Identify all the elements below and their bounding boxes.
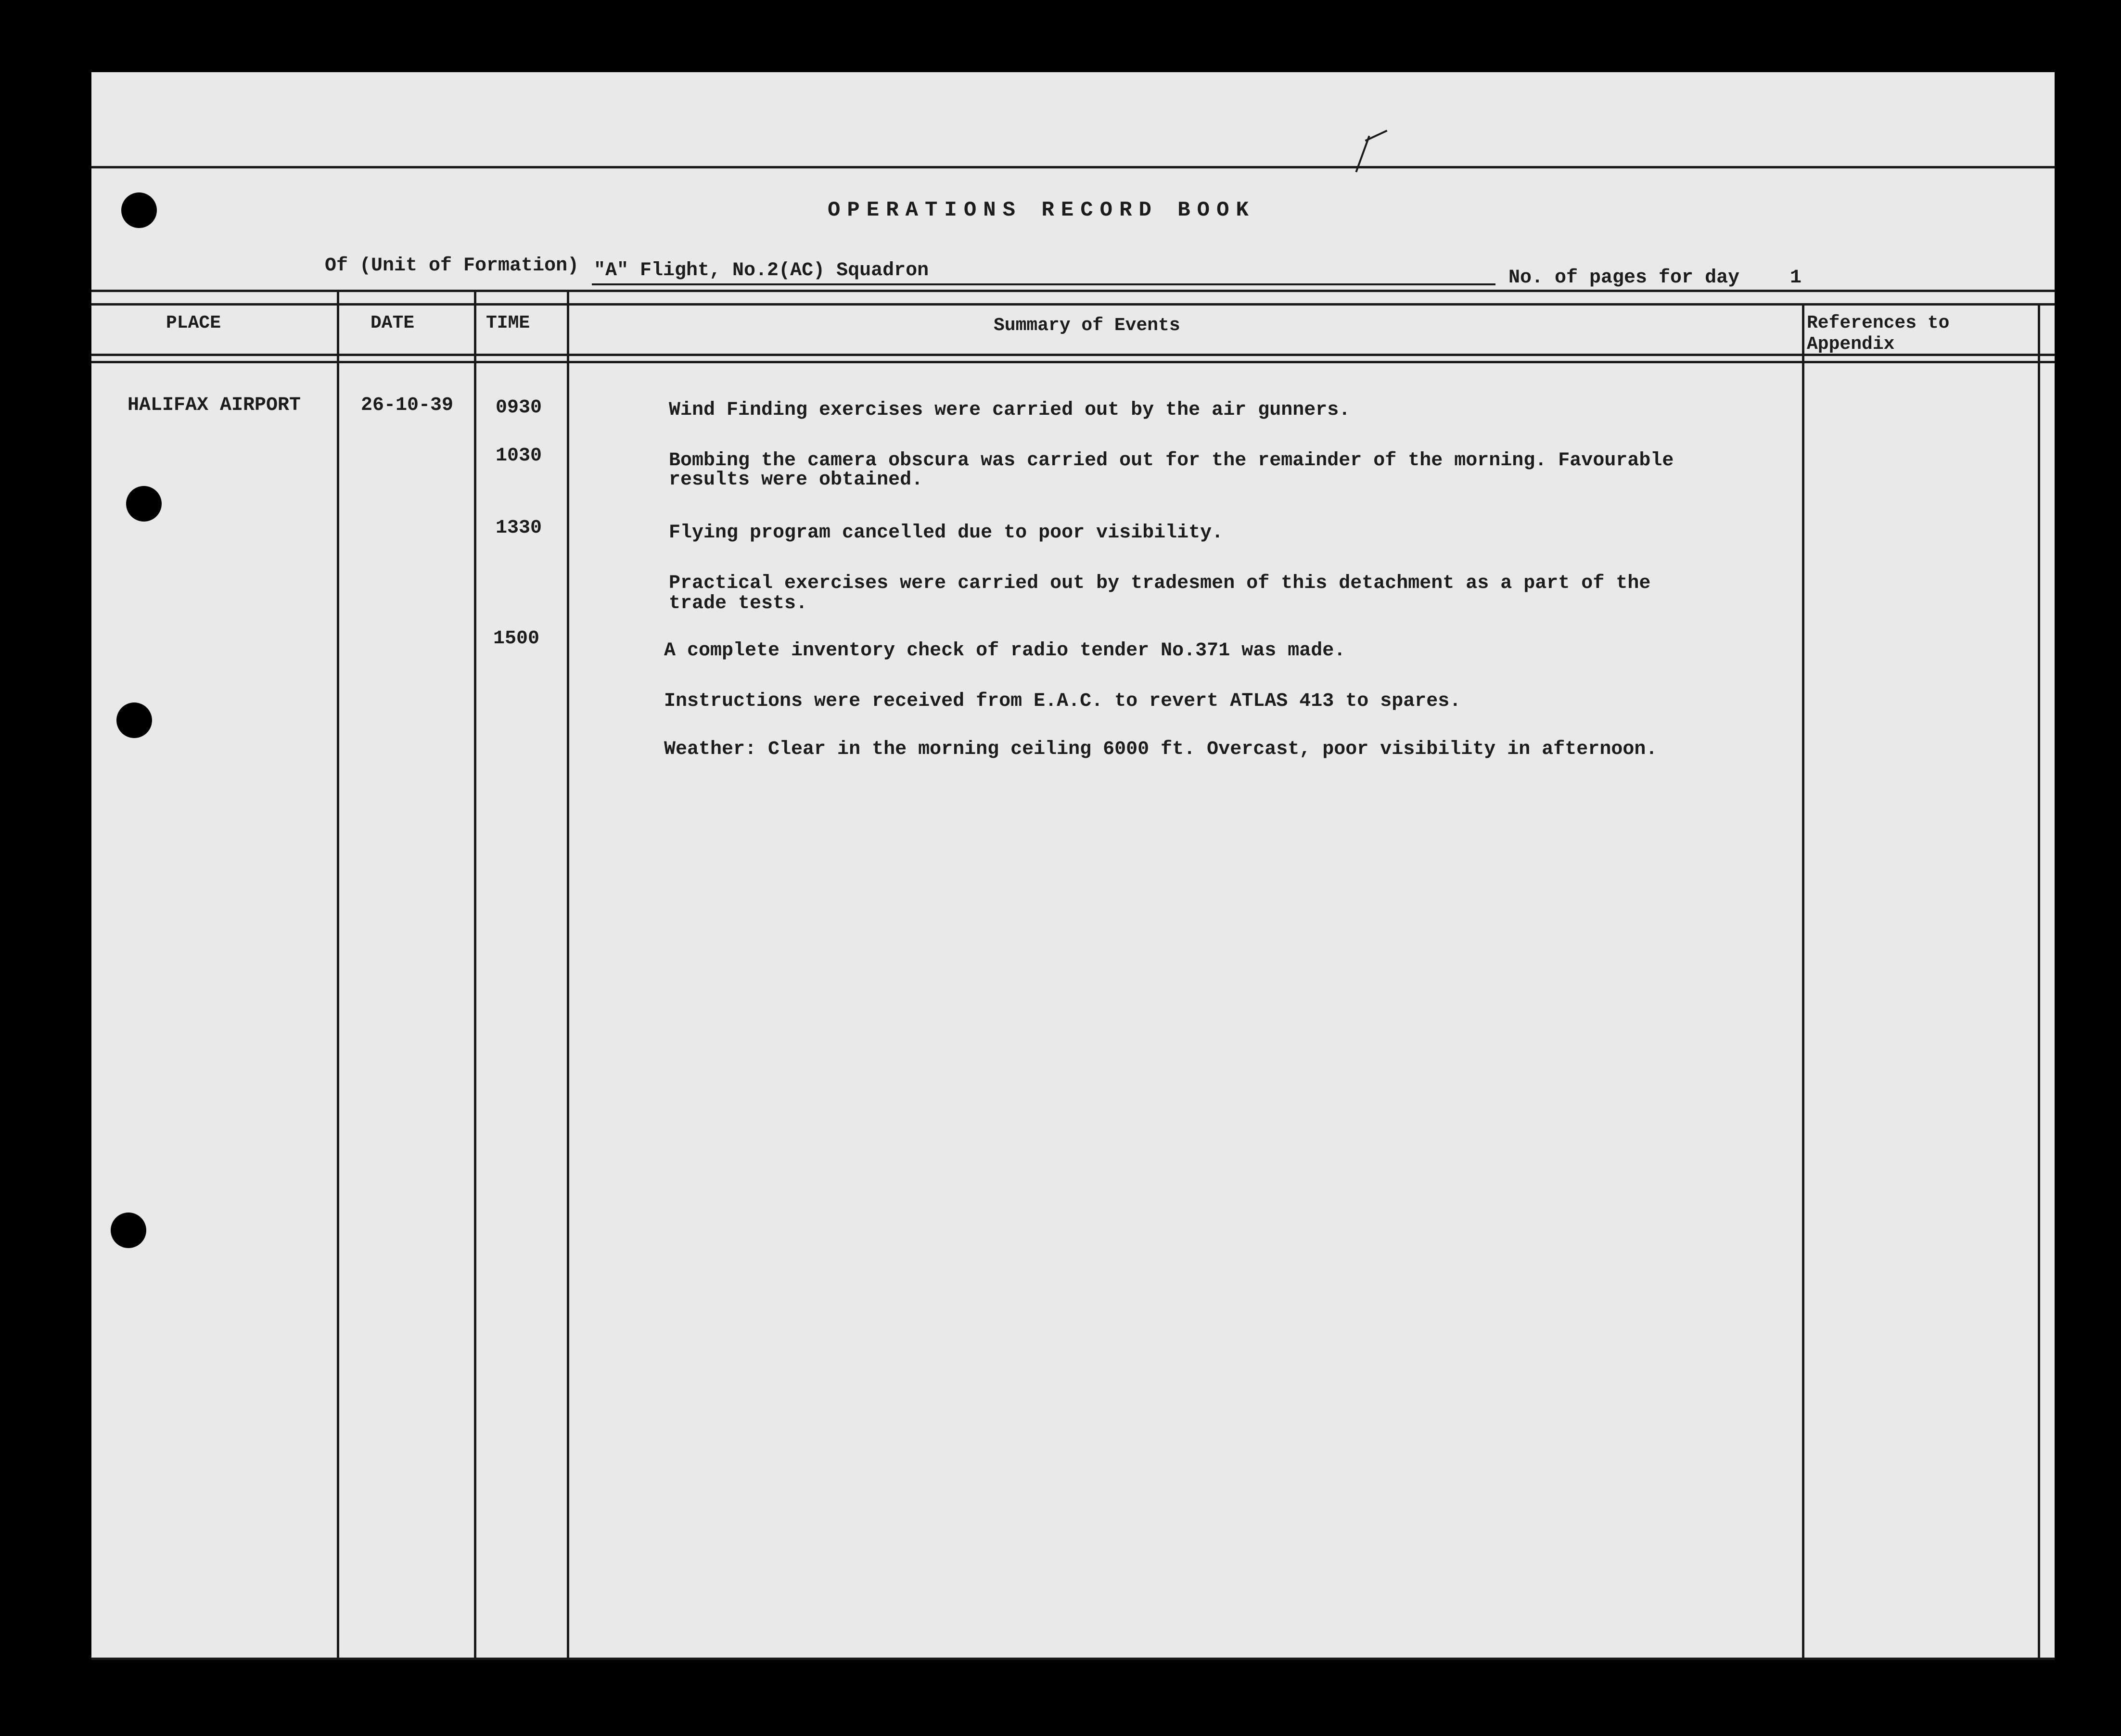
time-cell: 1500 [493,628,540,650]
time-cell: 1030 [496,445,542,467]
event-entry: Wind Finding exercises were carried out by the air gunners. [669,399,1351,421]
event-entry: A complete inventory check of radio tender No.371 was made. [664,640,1346,662]
punch-hole [126,486,162,522]
record-page [91,72,2055,1660]
top-rule [91,166,2055,168]
punch-hole [121,192,157,228]
bottom-rule [91,1658,2055,1660]
time-cell: 1330 [496,517,542,539]
column-header-summary: Summary of Events [994,315,1180,336]
time-cell: 0930 [496,397,542,419]
date-cell: 26-10-39 [361,395,454,416]
event-entry: Flying program cancelled due to poor visibility. [669,522,1224,544]
unit-label: Of (Unit of Formation) [325,255,579,277]
header-rule-2 [91,303,2055,306]
punch-hole [111,1213,146,1248]
column-header-rule-2 [91,361,2055,363]
pages-label: No. of pages for day [1508,267,1740,289]
column-header-time: TIME [486,313,530,333]
event-entry: Instructions were received from E.A.C. to revert ATLAS 413 to spares. [664,690,1461,712]
column-header-place: PLACE [166,313,221,333]
column-header-rule [91,354,2055,356]
place-cell: HALIFAX AIRPORT [128,395,301,416]
page-edge [2038,303,2040,1658]
punch-hole [116,702,152,738]
event-entry: Weather: Clear in the morning ceiling 6000 ft. Overcast, poor visibility in afternoon. [664,739,1658,760]
column-header-references: References to Appendix [1807,313,1950,355]
unit-value: "A" Flight, No.2(AC) Squadron [592,260,1495,285]
header-rule [91,290,2055,292]
event-entry: results were obtained. [669,469,923,491]
event-entry: trade tests. [669,593,808,614]
event-entry: Practical exercises were carried out by tradesmen of this detachment as a part of the [669,573,1651,594]
column-divider [1802,303,1804,1658]
column-header-date: DATE [371,313,415,333]
event-entry: Bombing the camera obscura was carried out for the remainder of the morning. Favourable [669,450,1674,472]
column-divider [567,291,569,1658]
pages-value: 1 [1790,267,1802,289]
page-title: OPERATIONS RECORD BOOK [828,198,1255,222]
column-divider [474,291,476,1658]
column-divider [337,291,339,1658]
